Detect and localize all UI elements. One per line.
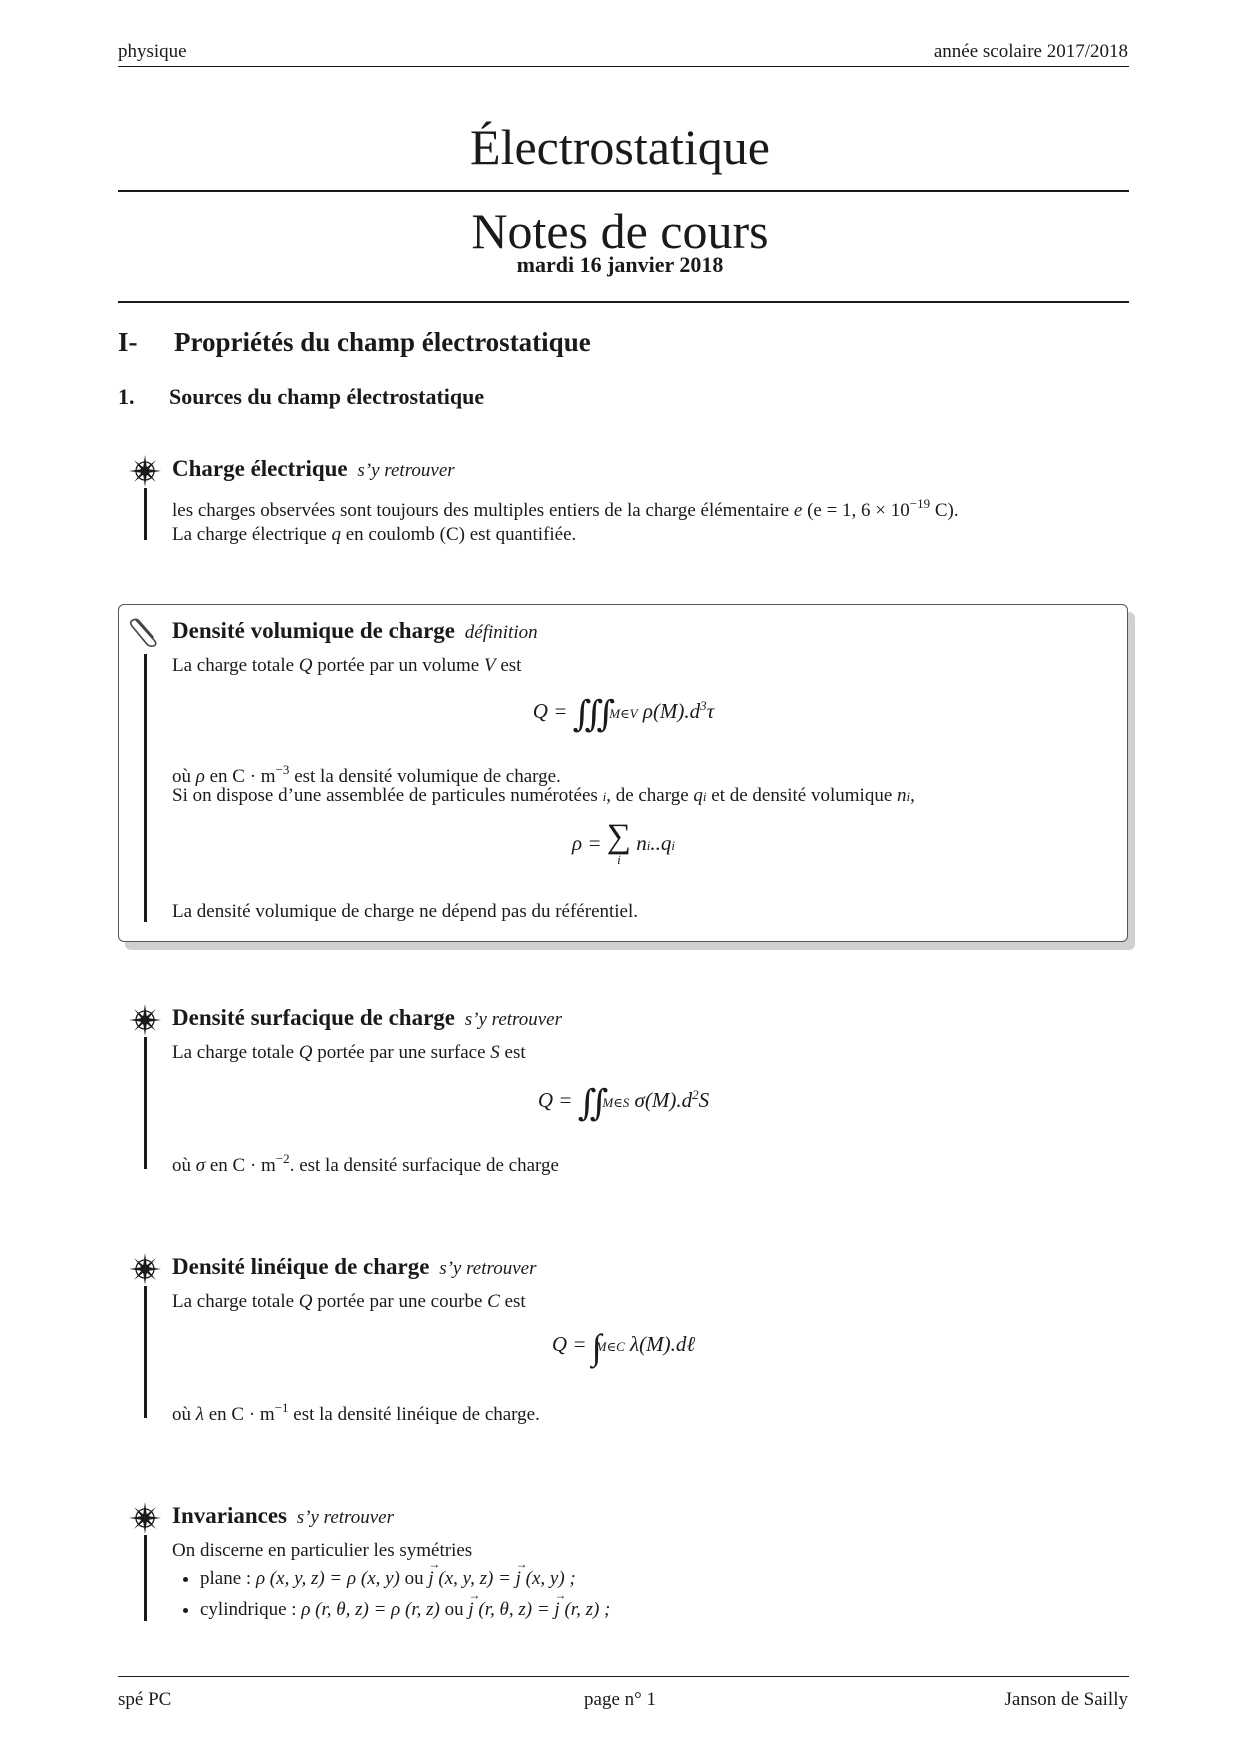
item-label: cylindrique : xyxy=(200,1599,297,1620)
block-tag: s’y retrouver xyxy=(357,460,455,481)
header-subject: physique xyxy=(118,41,187,62)
symbol-V: V xyxy=(484,655,496,676)
text: ou xyxy=(404,1568,424,1589)
triple-integral-sign: ∭ xyxy=(572,694,610,734)
symbol-q: q xyxy=(693,785,703,806)
text: est xyxy=(504,1291,526,1312)
text: où xyxy=(172,1404,191,1425)
block-body xyxy=(172,1539,1129,1629)
block-body xyxy=(172,492,1129,547)
text: en C · m xyxy=(208,1404,275,1425)
footer-class: spé PC xyxy=(118,1689,172,1710)
text: est xyxy=(504,1042,526,1063)
block-invariances xyxy=(118,1501,1129,1631)
lineique-unit-line xyxy=(172,1396,540,1427)
block-tag: s’y retrouver xyxy=(464,1009,563,1030)
text: La charge totale xyxy=(172,655,295,676)
equation-sum xyxy=(118,818,1129,870)
exponent: −1 xyxy=(274,1400,289,1415)
header-rule xyxy=(118,66,1129,67)
exponent: −3 xyxy=(275,762,290,777)
vector-j: → j xyxy=(428,1567,433,1591)
volumique-intro xyxy=(172,654,1129,678)
symbol-sigma: σ xyxy=(195,1155,206,1176)
block-bar xyxy=(144,1535,147,1621)
footer-page-number: page n° 1 xyxy=(584,1689,656,1710)
block-tag: s’y retrouver xyxy=(439,1258,537,1279)
eq-end: S xyxy=(698,1088,710,1112)
text: est la densité linéique de charge. xyxy=(293,1404,540,1425)
block-title xyxy=(172,456,455,482)
compass-rose-icon xyxy=(128,454,162,488)
symbol-Q: Q xyxy=(298,655,313,676)
symbol-lambda: λ xyxy=(195,1404,204,1425)
block-title-text: Densité surfacique de charge xyxy=(172,1005,455,1030)
text: en C · m xyxy=(209,766,276,787)
text: (e = 1, 6 × 10 xyxy=(807,500,910,521)
text: portée par un volume xyxy=(317,655,480,676)
symbol-n: n xyxy=(897,785,907,806)
eq-lhs: Q = xyxy=(532,699,568,723)
section-label: Propriétés du champ électrostatique xyxy=(174,327,591,357)
symbol-S: S xyxy=(490,1042,500,1063)
title-rule xyxy=(118,190,1129,192)
sum-group xyxy=(606,818,631,870)
text: , xyxy=(910,785,915,806)
eq-end-sub: i xyxy=(671,838,675,853)
exponent: −19 xyxy=(909,496,931,511)
text: La charge totale xyxy=(172,1291,295,1312)
text: La charge totale xyxy=(172,1042,295,1063)
paperclip-icon xyxy=(128,614,162,648)
vector-j: → j xyxy=(516,1567,521,1591)
text: où xyxy=(172,1155,191,1176)
math: (x, y) ; xyxy=(525,1568,576,1589)
math: ρ (r, θ, z) = ρ (r, z) xyxy=(301,1599,440,1620)
block-tag: s’y retrouver xyxy=(296,1507,395,1528)
block-title xyxy=(172,1254,536,1280)
eq-mid: ..q xyxy=(650,831,672,855)
text: Si on dispose d’une assemblée de particules numérotées xyxy=(172,785,598,806)
header-school-year: année scolaire 2017/2018 xyxy=(933,41,1128,62)
subscript: i xyxy=(906,789,911,804)
eq-end: τ xyxy=(706,699,715,723)
integral-sign: ∫ xyxy=(591,1327,596,1367)
document-title: Électrostatique xyxy=(470,119,770,175)
sum-sign: ∑ xyxy=(606,818,631,855)
subtitle-rule xyxy=(118,301,1129,303)
eq-exponent: 2 xyxy=(692,1087,699,1102)
text: portée par une courbe xyxy=(317,1291,483,1312)
eq-subscript: M∈S xyxy=(602,1095,630,1110)
block-title xyxy=(172,1005,562,1031)
text: en coulomb (C) est quantifiée. xyxy=(345,524,577,545)
document-subtitle: Notes de cours xyxy=(471,203,769,259)
text: où xyxy=(172,766,191,787)
symbol-rho: ρ xyxy=(195,766,205,787)
text: C). xyxy=(934,500,959,521)
math: (r, θ, z) = xyxy=(478,1599,550,1620)
block-lineique xyxy=(118,1252,1129,1425)
list-item xyxy=(200,1567,1129,1591)
text: portée par une surface xyxy=(317,1042,486,1063)
surfacique-unit-line xyxy=(172,1147,559,1178)
text: en C · m xyxy=(209,1155,276,1176)
block-body xyxy=(172,654,1129,934)
document-date: mardi 16 janvier 2018 xyxy=(516,252,724,277)
invariances-intro: On discerne en particulier les symétries xyxy=(172,1540,473,1561)
block-title-text: Invariances xyxy=(172,1503,287,1528)
equation-surface-integral xyxy=(118,1083,1129,1123)
eq-subscript: i xyxy=(617,852,621,867)
text: est la densité volumique de charge. xyxy=(294,766,561,787)
volumique-closing: La densité volumique de charge ne dépend pas du référentiel. xyxy=(172,901,639,922)
block-surfacique xyxy=(118,1003,1129,1176)
block-title xyxy=(172,618,538,644)
subsection-number: 1. xyxy=(118,384,135,409)
math: ρ (x, y, z) = ρ (x, y) xyxy=(255,1568,400,1589)
symbol-q: q xyxy=(331,524,341,545)
math: (x, y, z) = xyxy=(438,1568,511,1589)
block-body xyxy=(172,1290,1129,1430)
lineique-intro xyxy=(172,1290,1129,1314)
block-title-text: Densité volumique de charge xyxy=(172,618,456,643)
block-volumique xyxy=(118,616,1129,936)
symmetry-list xyxy=(172,1567,1129,1622)
symbol-C: C xyxy=(487,1291,500,1312)
vector-j: → j xyxy=(554,1598,559,1622)
volumique-assembly-line xyxy=(172,784,915,809)
eq-rhs: ρ(M).d xyxy=(642,699,701,723)
symbol-i: i xyxy=(602,789,607,804)
compass-rose-icon xyxy=(128,1003,162,1037)
section-number: I- xyxy=(118,327,138,357)
block-bar xyxy=(144,488,147,540)
block-title-text: Densité linéique de charge xyxy=(172,1254,430,1279)
text: , de charge xyxy=(606,785,689,806)
block-tag: définition xyxy=(464,622,538,643)
list-item xyxy=(200,1598,1129,1622)
math: (r, z) ; xyxy=(564,1599,611,1620)
equation-line-integral xyxy=(118,1327,1129,1367)
compass-rose-icon xyxy=(128,1252,162,1286)
footer-school: Janson de Sailly xyxy=(1004,1689,1128,1710)
text: et de densité volumique xyxy=(711,785,893,806)
section-heading xyxy=(118,327,591,358)
symbol-Q: Q xyxy=(298,1291,313,1312)
eq-subscript: M∈C xyxy=(595,1339,625,1354)
eq-rhs-sub: i xyxy=(646,838,651,853)
text: les charges observées sont toujours des multiples entiers de la charge élémentaire xyxy=(172,500,790,521)
text: La charge électrique xyxy=(172,524,327,545)
vector-j: → j xyxy=(468,1598,473,1622)
surfacique-intro xyxy=(172,1041,1129,1065)
eq-exponent: 3 xyxy=(700,698,707,713)
block-title-text: Charge électrique xyxy=(172,456,348,481)
subsection-label: Sources du champ électrostatique xyxy=(169,384,485,409)
exponent: −2 xyxy=(275,1151,290,1166)
symbol-e: e xyxy=(793,500,803,521)
subscript: i xyxy=(702,789,707,804)
footer-rule xyxy=(118,1676,1129,1677)
text: est xyxy=(500,655,522,676)
equation-volume-integral xyxy=(118,694,1129,734)
charge-line-1 xyxy=(172,492,1129,523)
charge-line-2 xyxy=(172,523,1129,547)
item-label: plane : xyxy=(200,1568,252,1589)
block-title xyxy=(172,1503,394,1529)
text: ou xyxy=(444,1599,464,1620)
double-integral-sign: ∬ xyxy=(577,1083,603,1123)
symbol-Q: Q xyxy=(298,1042,313,1063)
eq-rhs: λ(M).dℓ xyxy=(630,1332,696,1356)
block-charge xyxy=(118,454,1129,544)
eq-lhs: ρ = xyxy=(571,831,602,855)
block-body xyxy=(172,1041,1129,1181)
eq-lhs: Q = xyxy=(551,1332,587,1356)
subsection-heading xyxy=(118,384,484,410)
eq-lhs: Q = xyxy=(537,1088,573,1112)
compass-rose-icon xyxy=(128,1501,162,1535)
eq-subscript: M∈V xyxy=(609,706,638,721)
eq-rhs: n xyxy=(636,831,647,855)
eq-rhs: σ(M).d xyxy=(634,1088,693,1112)
text: . est la densité surfacique de charge xyxy=(289,1155,559,1176)
